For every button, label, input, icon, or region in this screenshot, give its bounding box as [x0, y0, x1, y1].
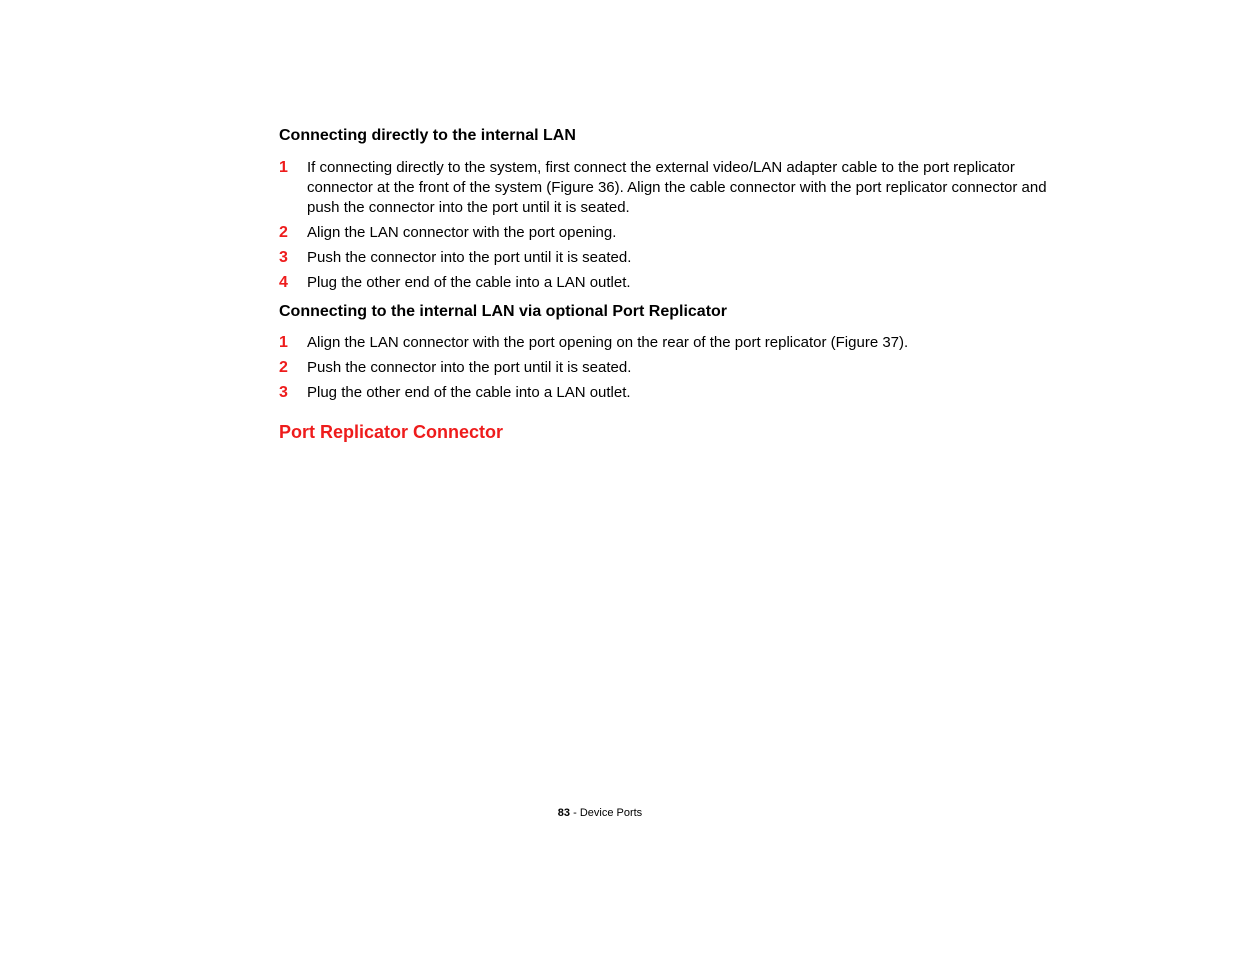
step-number: 4: [279, 274, 288, 291]
chapter-name: Device Ports: [579, 807, 643, 819]
list-item: [279, 333, 1059, 353]
step-number: 2: [279, 359, 288, 376]
step-text: Push the connector into the port until it is seated.: [307, 359, 632, 376]
section-heading-direct-lan: Connecting directly to the internal LAN: [279, 127, 576, 144]
step-number: 1: [279, 159, 288, 176]
step-text: Align the LAN connector with the port opening.: [307, 224, 617, 241]
footer-separator: -: [570, 807, 580, 819]
steps-list-direct-lan: [279, 158, 1059, 293]
page-content: [279, 126, 1059, 443]
list-item: [279, 223, 1059, 243]
page-number: 83: [557, 807, 571, 819]
step-number: 2: [279, 224, 288, 241]
list-item: [279, 383, 1059, 403]
step-text: Align the LAN connector with the port opening on the rear of the port replicator (Figure 37).: [307, 334, 909, 351]
step-text: If connecting directly to the system, first connect the external video/LAN adapter cable to the port replicator connector at the front of the system (Figure 36). Align the cable connector with the port replicator connector and push the connector into the port until it is seated.: [307, 159, 1047, 216]
step-text: Push the connector into the port until it is seated.: [307, 249, 632, 266]
list-item: [279, 358, 1059, 378]
list-item: [279, 273, 1059, 293]
list-item: [279, 158, 1059, 218]
step-number: 3: [279, 249, 288, 266]
list-item: [279, 248, 1059, 268]
section-title-port-replicator-connector: Port Replicator Connector: [279, 422, 504, 442]
page-footer: [0, 806, 1200, 820]
step-number: 3: [279, 384, 288, 401]
section-heading-port-replicator-lan: Connecting to the internal LAN via optional Port Replicator: [279, 303, 728, 320]
steps-list-port-replicator-lan: [279, 333, 1059, 403]
step-number: 1: [279, 334, 288, 351]
step-text: Plug the other end of the cable into a LAN outlet.: [307, 384, 631, 401]
step-text: Plug the other end of the cable into a LAN outlet.: [307, 274, 631, 291]
